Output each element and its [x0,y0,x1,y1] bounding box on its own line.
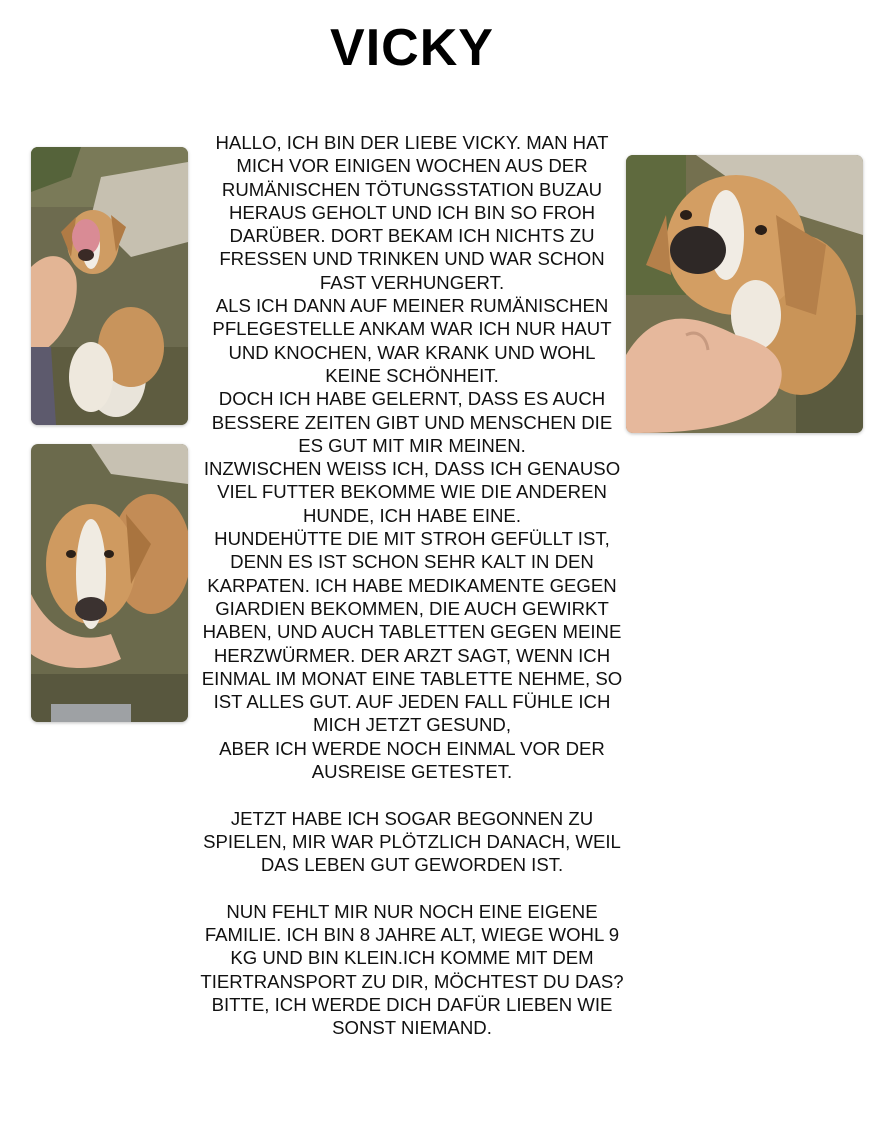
dog-photo-left-top [31,147,188,425]
story-paragraph: HUNDEHÜTTE DIE MIT STROH GEFÜLLT IST, DENN ES IST SCHON SEHR KALT IN DEN KARPATEN. ICH HABE MEDIKAMENTE GEGEN GIARDIEN BEKOMMEN, DIE AUCH GEWIRKT HABEN, UND AUCH TABLETTEN GEGEN MEINE HERZWÜRMER. DER ARZT SAGT, WENN ICH EINMAL IM MONAT EINE TABLETTE NEHME, SO IST ALLES GUT. AUF JEDEN FALL FÜHLE ICH MICH JETZT GESUND, [201,528,623,736]
dog-photo-right [626,155,863,433]
story-paragraph: ABER ICH WERDE NOCH EINMAL VOR DER AUSREISE GETESTET. [219,737,605,783]
story-text [200,131,624,1040]
dog-photo-left-bottom [31,444,188,722]
story-paragraph: ALS ICH DANN AUF MEINER RUMÄNISCHEN PFLEGESTELLE ANKAM WAR ICH NUR HAUT UND KNOCHEN, WAR KRANK UND WOHL KEINE SCHÖNHEIT. [212,295,612,386]
page-title: VICKY [330,19,494,77]
story-paragraph: DOCH ICH HABE GELERNT, DASS ES AUCH BESSERE ZEITEN GIBT UND MENSCHEN DIE ES GUT MIT MIR MEINEN. [211,388,613,456]
story-paragraph: NUN FEHLT MIR NUR NOCH EINE EIGENE FAMILIE. ICH BIN 8 JAHRE ALT, WIEGE WOHL 9 KG UND BIN KLEIN.ICH KOMME MIT DEM TIERTRANSPORT ZU DIR, MÖCHTEST DU DAS? BITTE, ICH WERDE DICH DAFÜR LIEBEN WIE SONST NIEMAND. [200,900,624,1039]
story-paragraph: INZWISCHEN WEISS ICH, DASS ICH GENAUSO VIEL FUTTER BEKOMME WIE DIE ANDEREN HUNDE, ICH HABE EINE. [203,458,621,526]
story-paragraph: JETZT HABE ICH SOGAR BEGONNEN ZU SPIELEN, MIR WAR PLÖTZLICH DANACH, WEIL DAS LEBEN GUT GEWORDEN IST. [203,807,621,876]
story-paragraph: HALLO, ICH BIN DER LIEBE VICKY. MAN HAT MICH VOR EINIGEN WOCHEN AUS DER RUMÄNISCHEN TÖTUNGSSTATION BUZAU HERAUS GEHOLT UND ICH BIN SO FROH DARÜBER. DORT BEKAM ICH NICHTS ZU FRESSEN UND TRINKEN UND WAR SCHON FAST VERHUNGERT. [215,132,609,293]
